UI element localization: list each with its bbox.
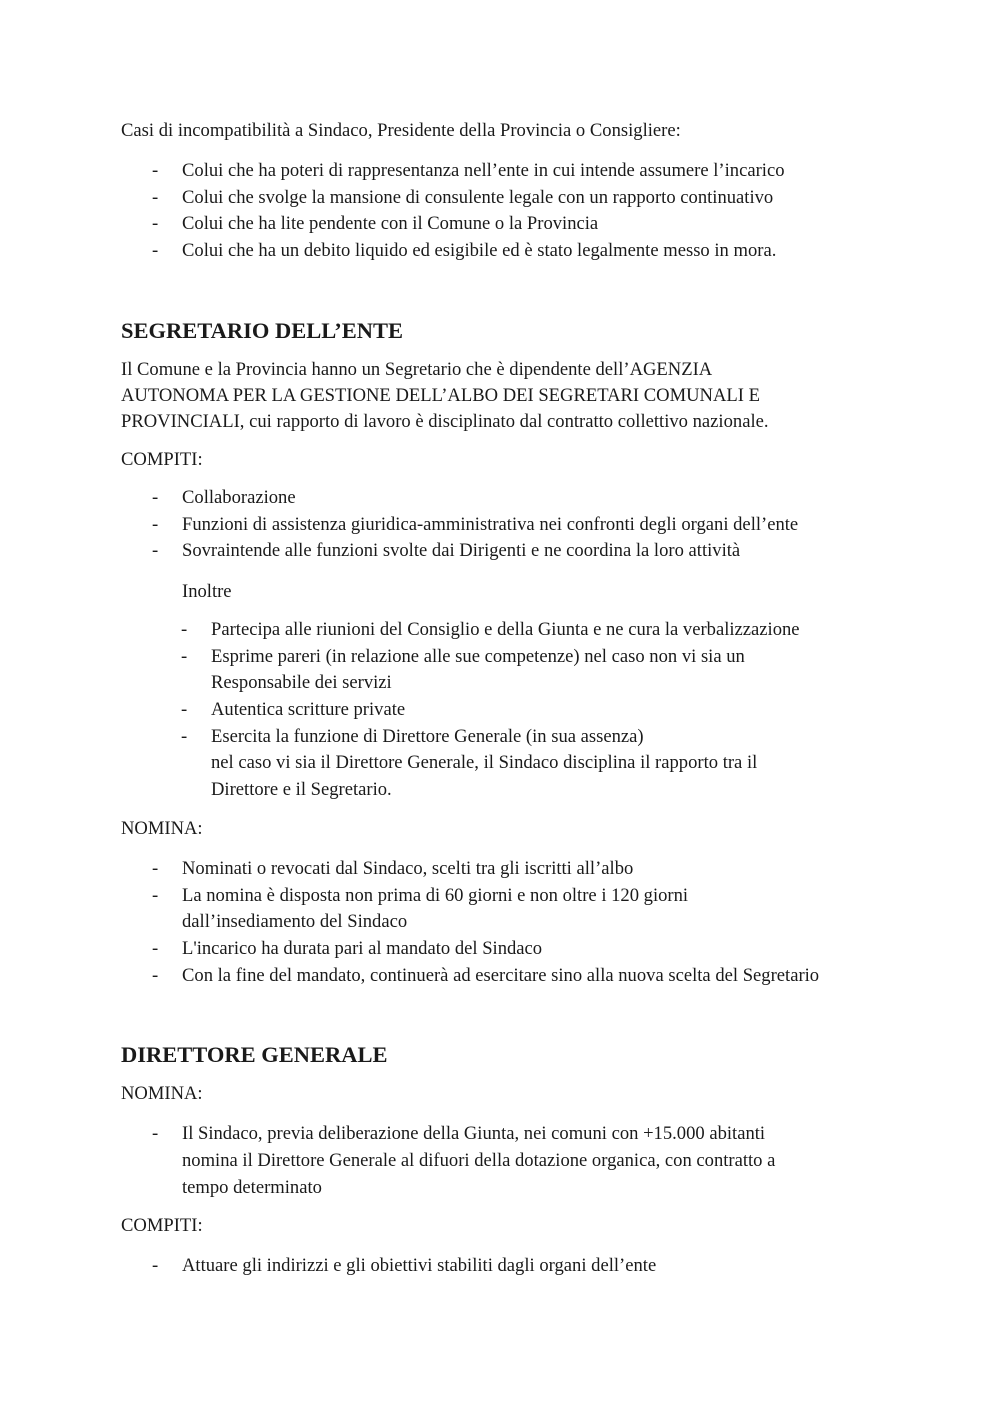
- description-line: PROVINCIALI, cui rapporto di lavoro è disciplinato dal contratto collettivo nazionale.: [121, 410, 769, 432]
- list-item-line: - L'incarico ha durata pari al mandato del Sindaco: [182, 937, 543, 959]
- list-item: [121, 697, 911, 724]
- list-item: - Colui che ha lite pendente con il Comune o la Provincia: [121, 211, 911, 238]
- list-item: - Sovraintende alle funzioni svolte dai Dirigenti e ne coordina la loro attività: [121, 538, 911, 565]
- list-item: - Colui che ha un debito liquido ed esigibile ed è stato legalmente messo in mora.: [121, 238, 911, 265]
- list-item-line: - Nominati o revocati dal Sindaco, scelti tra gli iscritti all’albo: [182, 857, 634, 879]
- intro-text: Casi di incompatibilità a Sindaco, Presidente della Provincia o Consigliere:: [121, 120, 681, 141]
- section-title-segretario: SEGRETARIO DELL’ENTE: [121, 317, 403, 343]
- segretario-compiti-list: [121, 485, 911, 565]
- list-item: - Funzioni di assistenza giuridica-amministrativa nei confronti degli organi dell’ente: [121, 512, 911, 539]
- description-line: Il Comune e la Provincia hanno un Segretario che è dipendente dell’AGENZIA: [121, 358, 713, 380]
- list-item-line: nomina il Direttore Generale al difuori della dotazione organica, con contratto a: [182, 1150, 776, 1172]
- nomina-label: NOMINA:: [121, 817, 203, 839]
- list-item-line: - Partecipa alle riunioni del Consiglio e della Giunta e ne cura la verbalizzazione: [211, 618, 800, 640]
- incompatibility-list: [121, 158, 911, 265]
- list-item: - Colui che ha poteri di rappresentanza nell’ente in cui intende assumere l’incarico: [121, 158, 911, 185]
- list-item: - Attuare gli indirizzi e gli obiettivi stabiliti dagli organi dell’ente: [121, 1253, 911, 1280]
- list-item: - Collaborazione: [121, 485, 911, 512]
- segretario-description: [121, 357, 911, 435]
- list-item-line: - Esercita la funzione di Direttore Generale (in sua assenza): [211, 725, 644, 747]
- list-item-line: nel caso vi sia il Direttore Generale, il Sindaco disciplina il rapporto tra il: [211, 752, 758, 774]
- segretario-nomina-list: [121, 856, 911, 990]
- list-item: [121, 883, 911, 936]
- document-page: [121, 118, 911, 1280]
- direttore-compiti-list: [121, 1253, 911, 1280]
- list-item-line: Direttore e il Segretario.: [211, 779, 392, 801]
- list-item: - Colui che svolge la mansione di consulente legale con un rapporto continuativo: [121, 185, 911, 212]
- list-item: [121, 856, 911, 883]
- list-item-line: tempo determinato: [182, 1176, 322, 1198]
- compiti-label: COMPITI:: [121, 448, 203, 470]
- list-item-line: dall’insediamento del Sindaco: [182, 911, 408, 933]
- description-line: AUTONOMA PER LA GESTIONE DELL’ALBO DEI SEGRETARI COMUNALI E: [121, 384, 760, 406]
- list-item: [121, 963, 911, 990]
- nomina-label: NOMINA:: [121, 1083, 203, 1105]
- list-item-line: - Esprime pareri (in relazione alle sue competenze) nel caso non vi sia un: [211, 645, 745, 667]
- list-item: [121, 617, 911, 644]
- list-item-line: Responsabile dei servizi: [211, 672, 392, 694]
- inoltre-label: Inoltre: [182, 580, 232, 602]
- list-item: [121, 936, 911, 963]
- list-item-line: - Con la fine del mandato, continuerà ad esercitare sino alla nuova scelta del Segretario: [182, 964, 820, 986]
- list-item-line: - La nomina è disposta non prima di 60 giorni e non oltre i 120 giorni: [182, 884, 689, 906]
- list-item: [121, 724, 911, 804]
- list-item: [121, 644, 911, 697]
- compiti-label: COMPITI:: [121, 1215, 203, 1237]
- direttore-nomina-list: [121, 1121, 911, 1201]
- list-item-line: - Autentica scritture private: [211, 699, 406, 721]
- list-item-line: - Il Sindaco, previa deliberazione della Giunta, nei comuni con +15.000 abitanti: [182, 1123, 766, 1145]
- segretario-inoltre-list: [121, 617, 911, 804]
- list-item: [121, 1121, 911, 1201]
- section-title-direttore: DIRETTORE GENERALE: [121, 1042, 388, 1068]
